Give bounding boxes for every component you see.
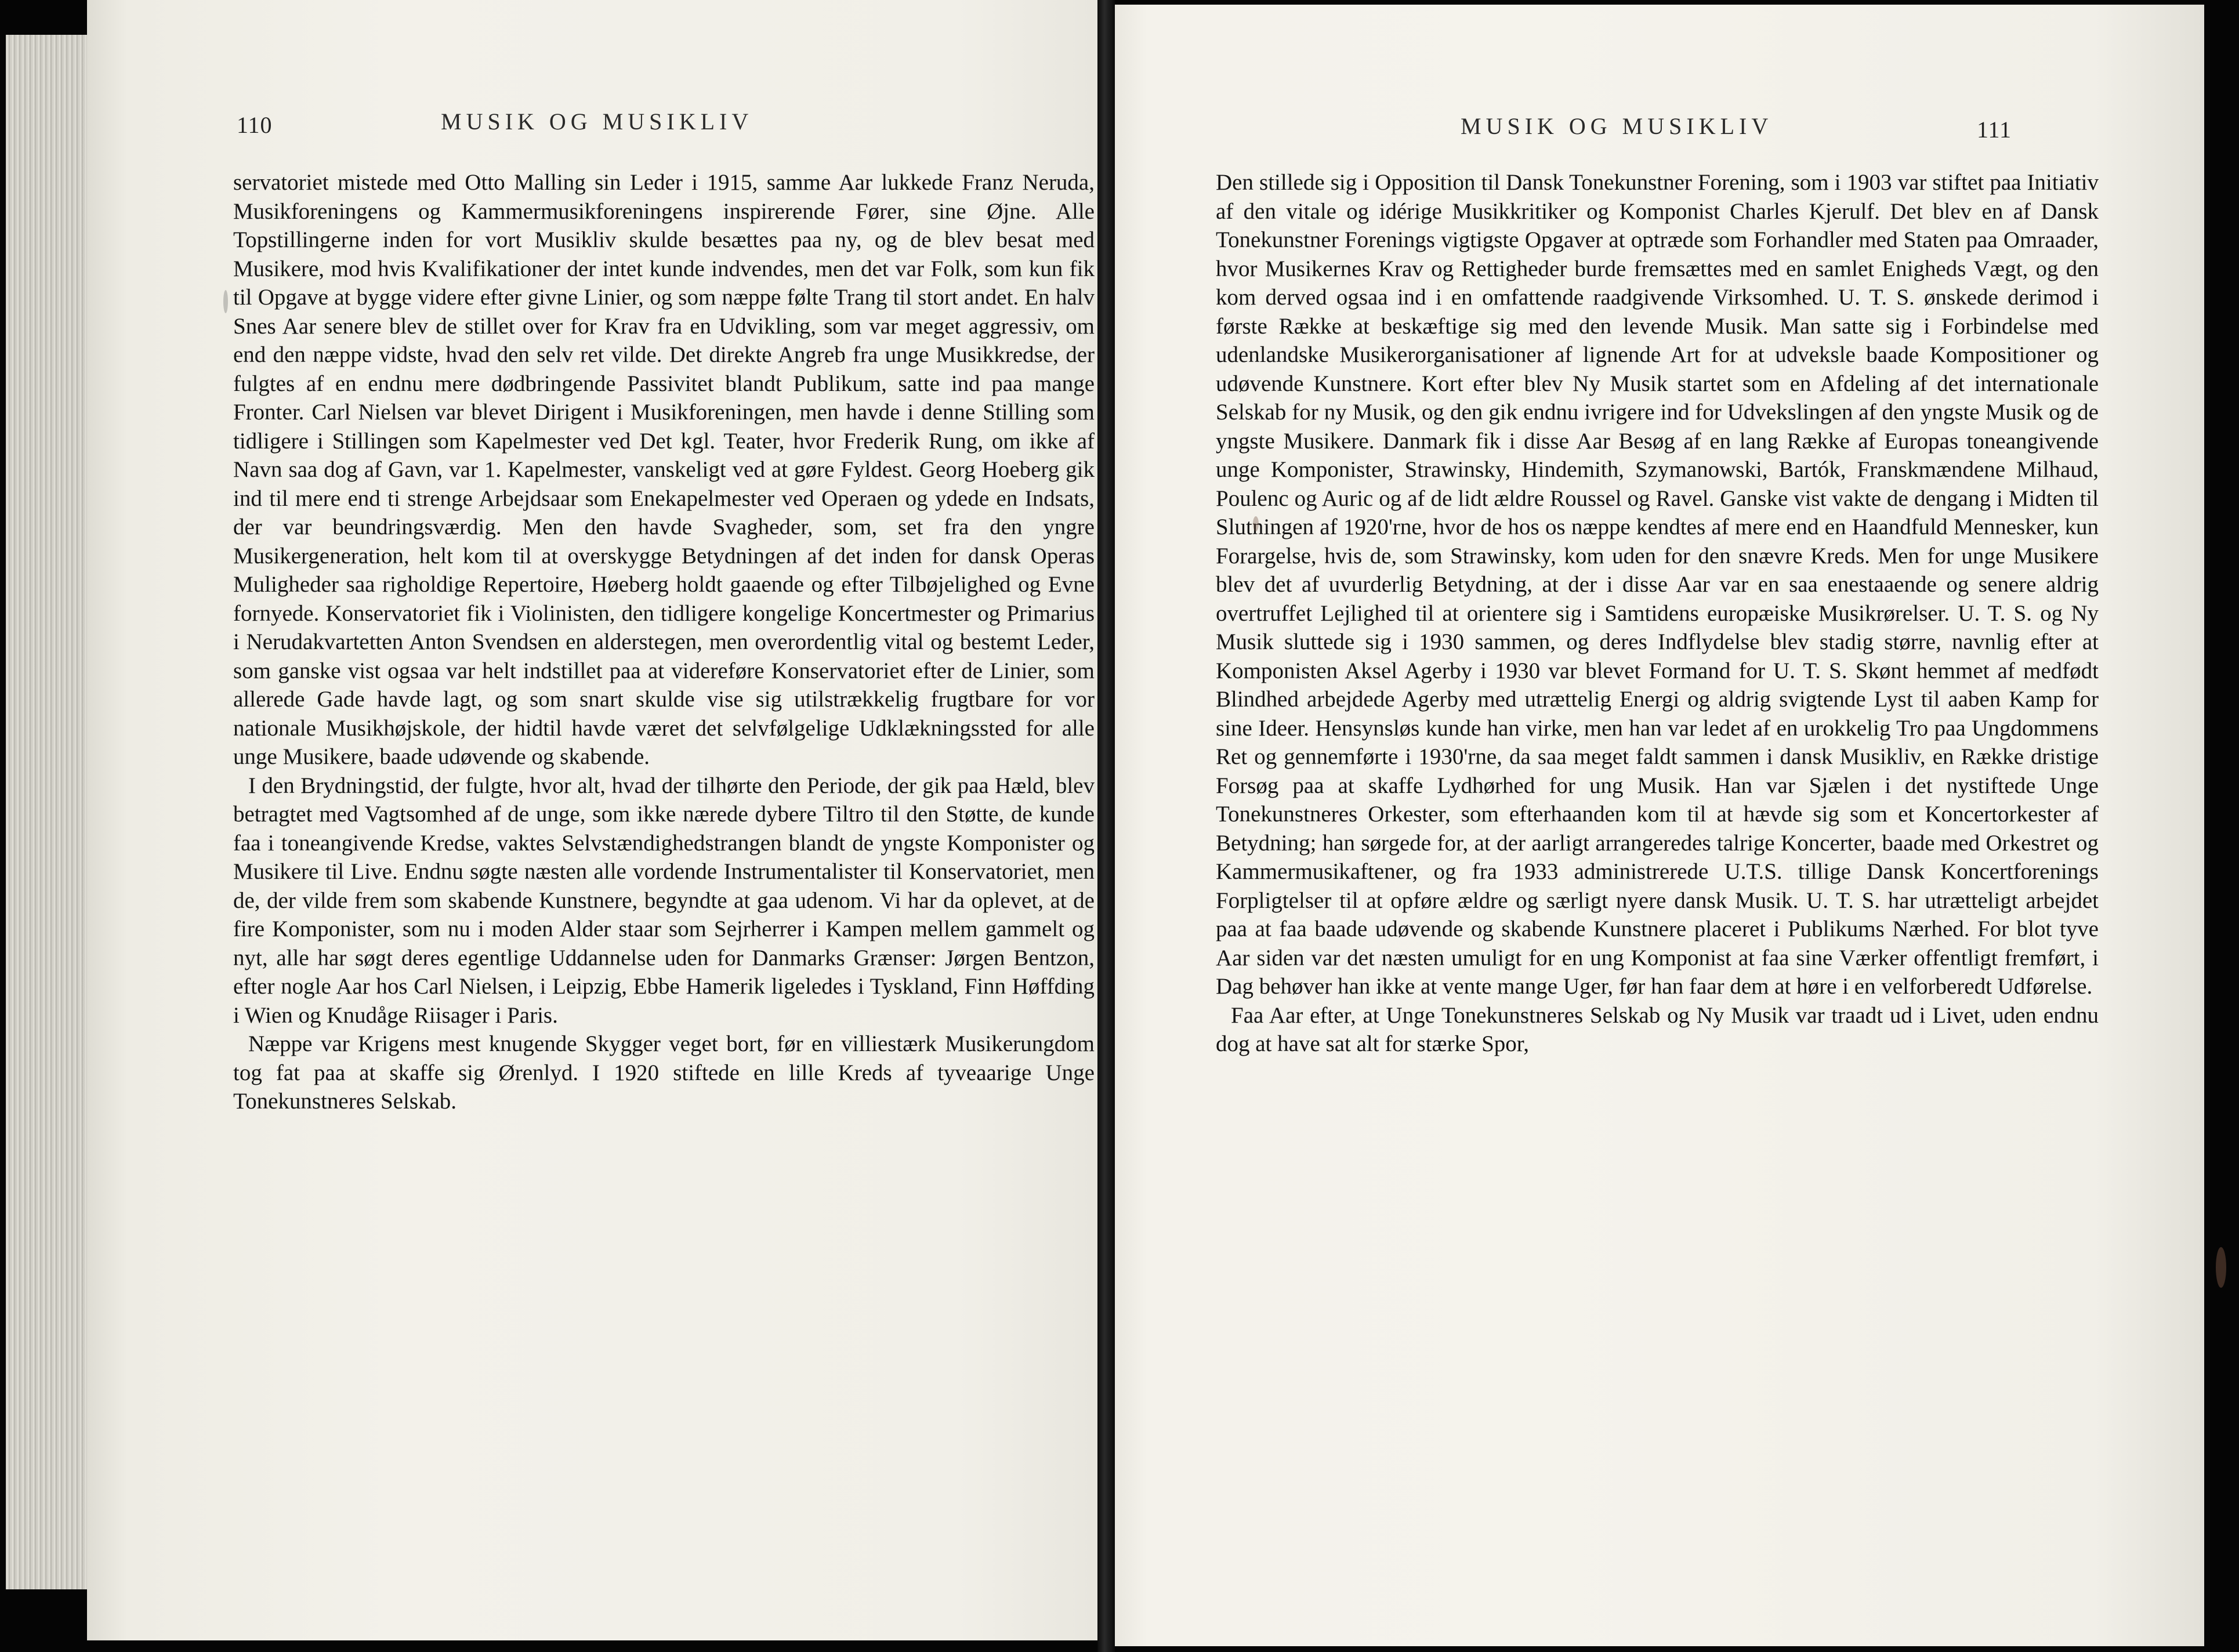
left-page-text xyxy=(233,168,1095,1427)
running-header-left: MUSIK OG MUSIKLIV xyxy=(441,108,753,135)
left-paragraph-2: I den Brydningstid, der fulgte, hvor alt, hvad der tilhørte den Periode, der gik paa Hæld, blev betragtet med Vagtsomhed af de unge, som ikke nærede dybere Tiltro til den Støtte, de kunde faa i toneangivende Kredse, vaktes Selvstændighedstrangen blandt de yngste Komponister og Musikere til Live. Endnu søgte næsten alle vordende Instrumentalister til Konservatoriet, men de, der vilde frem som skabende Kunstnere, begyndte at gaa udenom. Vi har da oplevet, at de fire Komponister, som nu i moden Alder staar som Sejrherrer i Kampen mellem gammelt og nyt, alle har søgt deres egentlige Uddannelse uden for Danmarks Grænser: Jørgen Bentzon, efter nogle Aar hos Carl Nielsen, i Leipzig, Ebbe Hamerik ligeledes i Tyskland, Finn Høffding i Wien og Knudåge Riisager i Paris. xyxy=(233,773,1095,1028)
scan-blemish xyxy=(223,290,228,313)
running-header-right: MUSIK OG MUSIKLIV xyxy=(1461,113,1773,139)
right-paragraph-1: Den stillede sig i Opposition til Dansk Tonekunstner Forening, som i 1903 var stiftet paa Initiativ af den vitale og idérige Musikkritiker og Komponist Charles Kjerulf. Det blev en af Dansk Tonekunstner Forenings vigtigste Opgaver at optræde som Forhandler med Staten paa Omraader, hvor Musikernes Krav og Rettigheder burde fremsættes med en samlet Enigheds Vægt, og den kom derved ogsaa ind i en omfattende raadgivende Virksomhed. U. T. S. ønskede derimod i første Række at beskæftige sig med den levende Musik. Man satte sig i Forbindelse med udenlandske Musikerorganisationer af lignende Art for at udveksle baade Kompositioner og udøvende Kunstnere. Kort efter blev Ny Musik startet som en Afdeling af det internationale Selskab for ny Musik, og den gik endnu ivrigere ind for Udvekslingen af den yngste Musik og de yngste Musikere. Danmark fik i disse Aar Besøg af en lang Række af Europas toneangivende unge Komponister, Strawinsky, Hindemith, Szymanowski, Bartók, Franskmændene Milhaud, Poulenc og Auric og af de lidt ældre Roussel og Ravel. Ganske vist vakte de dengang i Midten til Slutningen af 1920'rne, hvor de hos os næppe kendtes af mere end en Haandfuld Mennesker, kun Forargelse, hvis de, som Strawinsky, kom uden for den snævre Kreds. Men for unge Musikere blev det af uvurderlig Betydning, at der i disse Aar var en saa enestaaende og senere aldrig overtruffet Lejlighed til at orientere sig i Samtidens europæiske Musikrørelser. U. T. S. og Ny Musik sluttede sig i 1930 sammen, og deres Indflydelse blev stadig større, navnlig efter at Komponisten Aksel Agerby i 1930 var blevet Formand for U. T. S. Skønt hemmet af medfødt Blindhed arbejdede Agerby med utrættelig Energi og aldrig svigtende Lyst til aaben Kamp for sine Ideer. Hensynsløs kunde han virke, men han var ledet af en urokkelig Tro paa Ungdommens Ret og gennemførte i 1930'rne, da saa meget faldt sammen i dansk Musikliv, en Række dristige Forsøg paa at skaffe Lydhørhed for ung Musik. Han var Sjælen i det nystiftede Unge Tonekunstneres Orkester, som efterhaanden kom til at hævde sig som et Koncertorkester af Betydning; han sørgede for, at der aarligt arrangeredes talrige Koncerter, baade med Orkestret og Kammermusikaftener, og fra 1933 administrerede U.T.S. tillige Dansk Koncertforenings Forpligtelser til at opføre ældre og særligt nyere dansk Musik. U. T. S. har utrætteligt arbejdet paa at faa baade udøvende og skabende Kunstnere placeret i Publikums Nærhed. For blot tyve Aar siden var det næsten umuligt for en ung Komponist at faa sine Værker offentligt fremført, i Dag behøver han ikke at vente mange Uger, før han faar dem at høre i en velforberedt Udførelse. xyxy=(1216,170,2099,999)
right-paragraph-2: Faa Aar efter, at Unge Tonekunstneres Selskab og Ny Musik var traadt ud i Livet, uden endnu dog at have sat alt for stærke Spor, xyxy=(1216,1002,2099,1056)
right-page-text xyxy=(1216,168,2099,1433)
scan-blemish xyxy=(2216,1247,2226,1288)
left-paragraph-3: Næppe var Krigens mest knugende Skygger veget bort, før en villiestærk Musikerungdom tog fat paa at skaffe sig Ørenlyd. I 1920 stiftede en lille Kreds af tyveaarige Unge Tonekunstneres Selskab. xyxy=(233,1031,1095,1114)
page-edges xyxy=(6,35,90,1589)
left-page xyxy=(87,0,1111,1640)
page-number-left: 110 xyxy=(237,112,273,138)
book-spine xyxy=(1097,0,1115,1652)
right-page xyxy=(1113,5,2204,1646)
left-paragraph-1: servatoriet mistede med Otto Malling sin Leder i 1915, samme Aar lukkede Franz Neruda, Musikforeningens og Kammermusikforeningens inspirerende Fører, sine Øjne. Alle Topstillingerne inden for vort Musikliv skulde besættes paa ny, og de blev besat med Musikere, mod hvis Kvalifikationer der intet kunde indvendes, men det var Folk, som kun fik til Opgave at bygge videre efter givne Linier, og som næppe følte Trang til stort andet. En halv Snes Aar senere blev de stillet over for Krav fra en Udvikling, som var meget aggressiv, om end den næppe vidste, hvad den selv ret vilde. Det direkte Angreb fra unge Musikkredse, der fulgtes af en endnu mere dødbringende Passivitet blandt Publikum, satte ind paa mange Fronter. Carl Nielsen var blevet Dirigent i Musikforeningen, men havde i denne Stilling som tidligere i Stillingen som Kapelmester ved Det kgl. Teater, hvor Frederik Rung, om ikke af Navn saa dog af Gavn, var 1. Kapelmester, vanskeligt ved at gøre Fyldest. Georg Hoeberg gik ind til mere end ti strenge Arbejdsaar som Enekapelmester ved Operaen og ydede en Indsats, der var beundringsværdig. Men den havde Svagheder, som, set fra den yngre Musikergeneration, helt kom til at overskygge Betydningen af det inden for dansk Operas Muligheder saa righoldige Repertoire, Høeberg holdt gaaende og efter Tilbøjelighed og Evne fornyede. Konservatoriet fik i Violinisten, den tidligere kongelige Koncertmester og Primarius i Nerudakvartetten Anton Svendsen en alderstegen, men overordentlig vital og bestemt Leder, som ganske vist ogsaa var helt indstillet paa at videreføre Konservatoriet efter de Linier, som allerede Gade havde lagt, og som snart skulde vise sig utilstrækkelig frugtbare for vor nationale Musikhøjskole, der hidtil havde været det selvfølgelige Udklækningssted for alle unge Musikere, baade udøvende og skabende. xyxy=(233,170,1095,769)
page-number-right: 111 xyxy=(1977,117,2012,143)
scan-blemish xyxy=(1253,516,1259,531)
